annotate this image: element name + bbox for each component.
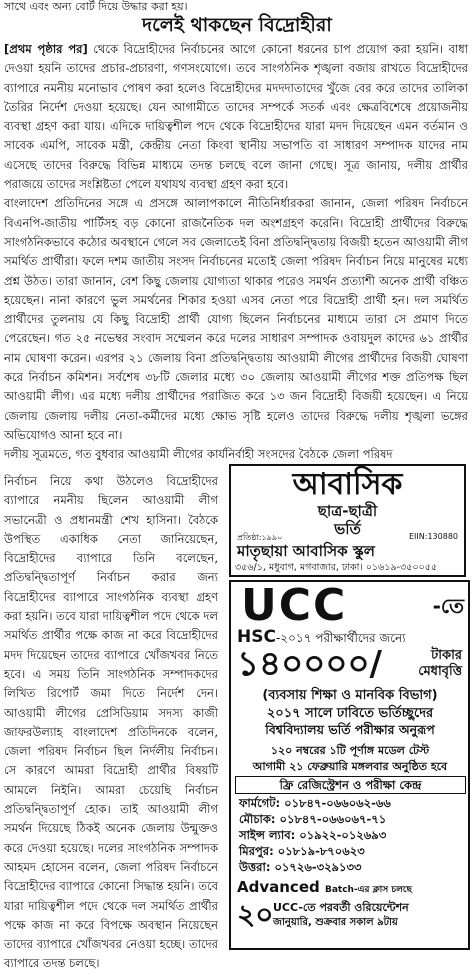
ucc-coaching-ad bbox=[229, 580, 470, 950]
branch-contact: সাইন্স ল্যাব: ০১৯২২-০১২৬৯৩ bbox=[239, 828, 387, 842]
previous-article-tail: সাথে এবং অন্য বোর্ট দিয়ে উদ্ধার করা হয়। bbox=[4, 0, 188, 13]
paragraph-3-continued: নির্বাচন নিয়ে কথা উঠলেও বিদ্রোহীদের ব্যাপারে নমনীয় ছিলেন আওয়ামী লীগ সভানেত্রী ও প্রধানমন্ত্রী শেখ হাসিনা। বৈঠকে উপস্থিত একাধিক নেতা জানিয়েছেন, বিদ্রোহীদের ব্যাপারে তিনি বলেছেন, প্রতিদ্বন্দ্বিতাপূর্ণ নির্বাচন করার জন্য বিদ্রোহীদের ব্যাপারে সাংগঠনিক ব্যবস্থা গ্রহণ করা হয়নি। তবে যারা দায়িত্বশীল পদে থেকে দল সমর্থিত প্রার্থীর পক্ষে কাজ না করে বিদ্রোহীদের মদদ দিয়েছেন তাদের ব্যাপারে খোঁজখবর নিতে হবে। এ সময় তিনি সাংগঠনিক সম্পাদকদের লিখিত রিপোর্ট জমা দিতে নির্দেশ দেন। আওয়ামী লীগের প্রেসিডিয়াম সদস্য কাজী জাফরউল্যাহ বাংলাদেশ প্রতিদিনকে বলেন, জেলা পরিষদ নির্বাচন ছিল নির্দলীয় নির্বাচন। সে কারণে আমরা বিদ্রোহী প্রার্থীর বিষয়টি আমলে নিইনি। আমরা চেয়েছি নির্বাচন প্রতিদ্বন্দ্বিতাপূর্ণ হোক। তাই আওয়ামী লীগ সমর্থন দিয়েছে ঠিকই অনেক জেলায় উন্মুক্তও করে দেওয়া হয়েছে। দলের সাংগঠনিক সম্পাদক আহমদ হোসেন বলেন, জেলা পরিষদ নির্বাচনে বিদ্রোহীদের ব্যাপারে কোনো সিদ্ধান্ত হয়নি। তবে যারা দায়িত্বশীল পদে থেকে দল সমর্থিত প্রার্থীর পক্ষে কাজ না করে বিপক্ষে অবস্থান নিয়েছেন তাদের ব্যাপারে খোঁজখবর নেওয়া হচ্ছে। তাদের ব্যাপারে তদন্ত চলছে। bbox=[4, 474, 218, 971]
ad1-subtitle: ছাত্র-ছাত্রী bbox=[317, 502, 378, 520]
article-body-left-column bbox=[4, 472, 218, 974]
ad1-admission: ভর্তি bbox=[334, 520, 361, 538]
hsc-line: HSC-২০১৭ পরীক্ষার্থীদের জন্যে bbox=[237, 627, 406, 647]
ad1-address: ৩৫৬/১, মধুবাগ, মগবাজার, ঢাকা। ০১৬১৯-৩৫০০৫৫ bbox=[235, 562, 438, 573]
branch-contact: মিরপুর: ০১৮১৯-৮৭০৬২৩ bbox=[239, 844, 365, 858]
branch-contact: উত্তরা: ০১৭২৬-৩২৯১৩৩ bbox=[239, 860, 362, 874]
advanced-batch: Advanced Batch-এর ক্লাস চলছে bbox=[237, 878, 412, 896]
ucc-suffix: -তে bbox=[432, 594, 464, 618]
ad2-line-2: ২০১৭ সালে ঢাবিতে ভর্তিচ্ছুদের bbox=[266, 706, 434, 721]
ad1-established: প্রতিষ্ঠা:১৯৯০ bbox=[237, 533, 283, 542]
scholarship-label: টাকার মেধাবৃত্তি bbox=[418, 648, 462, 679]
residential-school-ad bbox=[229, 464, 466, 577]
ad2-line-5: আগামী ২১ ফেব্রুয়ারি মঙ্গলবার অনুষ্ঠিত হবে bbox=[252, 760, 448, 773]
paragraph-3-start: দলীয় সূত্রমতে, গত বুধবার আওয়ামী লীগের কার্যনির্বাহী সংসদের বৈঠকে জেলা পরিষদ bbox=[4, 447, 393, 462]
ad1-title: আবাসিক bbox=[292, 467, 403, 502]
orientation-text: UCC-তে পরবর্তী ওরিয়েন্টেশন bbox=[273, 901, 409, 914]
orientation-day: ২০ bbox=[237, 898, 274, 931]
ad1-school-name: মাতৃছায়া আবাসিক স্কুল bbox=[237, 542, 375, 560]
article-headline: দলেই থাকছেন বিদ্রোহীরা bbox=[142, 14, 332, 36]
registration-banner: ফ্রি রেজিস্ট্রেশন ও পরীক্ষা কেন্দ্র bbox=[235, 776, 466, 794]
paragraph-2: বাংলাদেশ প্রতিদিনের সঙ্গে এ প্রসঙ্গে আলাপকালে নীতিনির্ধারকরা জানান, জেলা পরিষদ নির্বাচনে বিএনপি-জাতীয় পার্টিসহ বড় কোনো রাজনৈতিক দল অংশগ্রহণ করেনি। বিদ্রোহী প্রার্থীদের বিরুদ্ধে সাংগঠনিকভাবে কঠোর অবস্থানে গেলে সব জেলাতেই বিনা প্রতিদ্বন্দ্বিতায় বিজয়ী হতেন আওয়ামী লীগ সমর্থিত প্রার্থীরা। ফলে দশম জাতীয় সংসদ নির্বাচনের মতোই জেলা পরিষদ নির্বাচন নিয়ে মানুষের মধ্যে প্রশ্ন উঠত। তারা জানান, বেশ কিছু জেলায় যোগ্যতা থাকার পরেও সমর্থন প্রত্যাশী অনেক প্রার্থী বঞ্চিত হয়েছেন। নানা কারণে ভুল সমর্থনের শিকার হওয়া এসব নেতা পরে বিদ্রোহী প্রার্থী হন। দল সমর্থিত প্রার্থীদের তুলনায় যে কিছু বিদ্রোহী প্রার্থী যোগ্য ছিলেন নির্বাচনের মাধ্যমে তারা সে প্রমাণ দিতে পেরেছেন। গত ২৫ নভেম্বর সংবাদ সম্মেলন করে দলের সাধারণ সম্পাদক ওবায়দুল কাদের ৬১ প্রার্থীর নাম ঘোষণা করেন। এরপর ২১ জেলায় বিনা প্রতিদ্বন্দ্বিতায় আওয়ামী লীগের প্রার্থীদের বিজয়ী ঘোষণা করে নির্বাচন কমিশন। সর্বশেষ ৩৮টি জেলার মধ্যে ৩০ জেলায় আওয়ামী লীগের শক্ত প্রতিপক্ষ ছিল আওয়ামী লীগ। এর মধ্যে দলীয় প্রার্থীদের পরাজিত করে ১৩ জন বিদ্রোহী বিজয়ী হয়েছেন। এ নিয়ে জেলায় জেলায় দলীয় নেতা-কর্মীদের মধ্যে ক্ষোভ সৃষ্টি হলেও তাদের বিরুদ্ধে দলীয় শৃঙ্খলা ভঙ্গের অভিযোগও আনা হবে না। bbox=[4, 196, 468, 442]
branch-contact: মৌচাক: ০১৮৪৭-০৬৬০৬৭-৭১ bbox=[239, 812, 387, 826]
ad2-line-3: বিশ্ববিদ্যালয় ভর্তি পরীক্ষার অনুরূপ bbox=[265, 722, 435, 737]
ad2-line-1: (ব্যবসায় শিক্ষা ও মানবিক বিভাগ) bbox=[262, 688, 438, 703]
paragraph-1: [প্রথম পৃষ্ঠার পর] থেকে বিদ্রোহীদের নির্বাচনের আগে কোনো ধরনের চাপ প্রয়োগ করা হয়নি। বাধা দেওয়া হয়নি তাদের প্রচার-প্রচারণা, গণসংযোগে। তবে সাংগঠনিক শৃঙ্খলা বজায় রাখতে বিদ্রোহীদের ব্যাপারে নমনীয় মনোভাব পোষণ করা হলেও বিদ্রোহীদের মদদদাতাদের খুঁজে বের করে তাদের তালিকা তৈরির নির্দেশ দেওয়া হয়েছে। যেন আগামীতে তাদের সম্পর্কে সতর্ক এবং ক্ষেত্রবিশেষে প্রয়োজনীয় ব্যবস্থা গ্রহণ করা যায়। এদিকে দায়িত্বশীল পদে থেকে বিদ্রোহীদের যারা মদদ দিয়েছেন এমন বর্তমান ও সাবেক এমপি, সাবেক মন্ত্রী, কেন্দ্রীয় নেতা কিংবা স্থানীয় সভাপতি বা সাধারণ সম্পাদক যাদের নাম এসেছে তাদের বিরুদ্ধে বিভিন্ন মাধ্যমে তদন্ত চলছে বলে জানা গেছে। সূত্র জানায়, দলীয় প্রার্থীর পরাজয়ে তাদের সংশ্লিষ্টতা পেলে যথাযথ ব্যবস্থা গ্রহণ করা হবে। bbox=[4, 42, 469, 192]
ad1-eiin: EIIN:130880 bbox=[409, 532, 458, 541]
article-body-full-width bbox=[4, 40, 468, 465]
scholarship-amount: ১৪০০০০/ bbox=[237, 644, 382, 684]
ad2-line-4: ১২০ নম্বরের ১টি পূর্ণাঙ্গ মডেল টেস্ট bbox=[270, 744, 430, 757]
branch-contact: ফার্মগেট: ০১৮৪৭-০৬৬০৬২-৬৬ bbox=[239, 796, 391, 810]
continued-tag: [প্রথম পৃষ্ঠার পর] bbox=[4, 42, 88, 56]
ucc-logo: UCC bbox=[241, 580, 348, 631]
orientation-time: জানুয়ারি, শুক্রবার সকাল ৯টায় bbox=[273, 917, 398, 928]
